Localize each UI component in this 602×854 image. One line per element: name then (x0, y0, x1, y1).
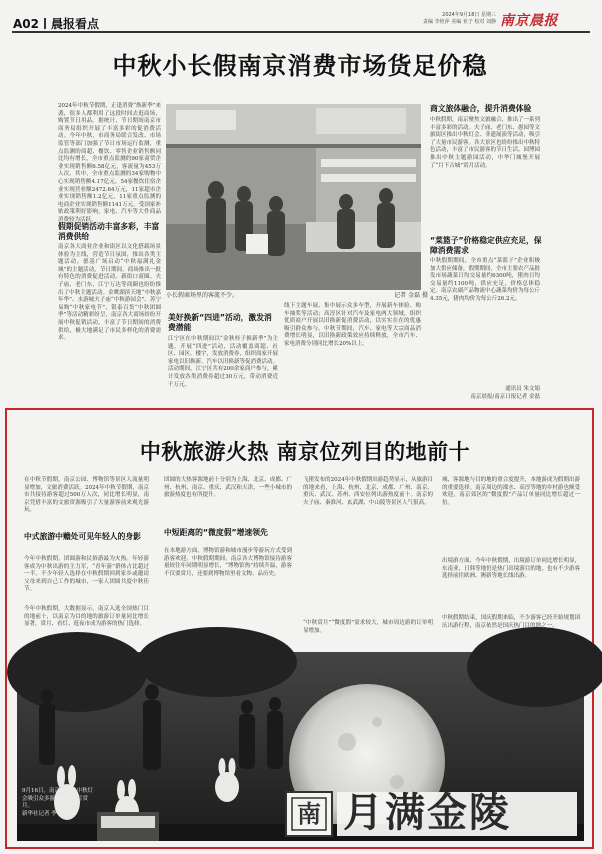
article2-col1-para3: 今年中秋假期，大数据显示，南京入选全国热门目的地前十，以南京为目的地的旅游订单量同比增长显著，赏月、看灯、逛夜市成为游客的热门选择。 (24, 606, 149, 628)
article2-col1-para2: 今年中秋假期，团圆游和民俗游最为火热。年轻游客成为中秋出游的主力军，“青年游”群体占比超过一半。不少年轻人选择在中秋假期回到家乡或邀请父母来到自己工作的城市，一家人团圆共度中秋佳节。 (24, 556, 149, 593)
article2-col1-para1: 在中秋节假期，南京公园、博物馆等景区人流量明显增加，文旅消费活跃。2024年中秋节假期，南京市共接待游客超过500万人次，同比增长明显，南京凭借丰富的文旅资源吸引了大量游客前来观光游玩。 (24, 477, 149, 514)
mall-photo (166, 104, 421, 290)
article1-right-credit: 通讯员 朱文娟 南京晨报/南京日报记者 金磊 (470, 386, 540, 400)
article2-col4-para1: 城，客源地与目的地的重合度提升，本地游成为假期出游的重要选择。南京周边的溧水、高淳等地的乡村游也颇受欢迎，南京郊区的“微度假”产品订单量同比增长超过一倍。 (442, 477, 580, 506)
article1-right-para1: 中秋假期，南京聚焦文旅融合，推出了一系列丰富多彩的活动。夫子庙、老门东、愚园等文旅街区推出中秋灯会、非遗展演等活动，吸引了大量市民游客。各大景区也纷纷推出中秋特色活动，丰富了市民游客的节日生活。园博园推出中秋主题游园活动，中华门城堡开展了“月下古城”赏月活动。 (430, 117, 541, 169)
article1-col1-para2: 南京各大商业企业和街区以文化搭载场景体验为主线，营造节日氛围，推出各类主题活动。德基广场启动“中秋福满礼金城”的主题活动，节日期间，商场推出一批有特色的消费促进活动。新街口商圈、夫子庙、老门东、江宁万达等商圈也纷纷推出了中秋主题活动。金鹰湖滨天地“中秋嘉年华”、水游城夫子庙“中秋游园会”、苏宁易购“中秋家电节”、银泰百货“中秋团圆季”等活动精彩纷呈，南京各大商场纷纷开展中秋促销活动，丰富了节日期间的消费供给，极大地满足了市民多样化的消费需求。 (58, 244, 161, 342)
masthead-logo: 南京晨报 (500, 13, 558, 29)
mall-photo-drawing (166, 104, 421, 290)
article1-col2-subhead: 美好换新“四进”活动，激发消费潜能 (168, 313, 272, 332)
section-name: 晨报看点 (51, 17, 100, 31)
editors-line: 责编 李艳萍 美编 亚子 校对 刘静 (423, 19, 496, 25)
article1-headline: 中秋小长假南京消费市场货足价稳 (112, 52, 488, 80)
lantern-photo-caption-text: 9月16日，南京博物院中秋灯会吸引众多游客前来观灯赏月。 (22, 788, 93, 809)
lantern-photo-credit: 新华社记者 季春鹏 摄 (22, 810, 75, 817)
lantern-banner-seal: 南 (297, 799, 321, 828)
mall-photo-credit: 记者 金磊 摄 (394, 292, 428, 299)
article1-col3-para: 线下主题车展、集中展示众多车型，开展新车体验、购车抽奖等活动；高淳区针对汽车及家电两大领域，组织优质商户开展以旧换新促消费活动，以实实在在的优惠吸引群众参与。中秋节期间，汽车、家电等大宗商品消费增长明显，以旧换新政策效应持续释放，全市汽车、家电消费分别同比增长20%以上。 (284, 303, 421, 347)
article2-col4-para3: 中秋假期结束，国庆假期来临，不少游客已经开始规划国庆出游行程，南京依然是国庆热门目的地之一。 (442, 615, 580, 629)
article2-col2-para2: 在本地游方面，博物馆游和城市漫步等游玩方式受到游客欢迎，中秋假期期间，南京各大博物馆接待游客量较往年同期明显增长，“博物馆热”持续升温，游客不仅要赏月，还要到博物馆里看文物、品历史。 (164, 548, 292, 577)
article1-right-para2: 中秋假期期间，全市重点“菜篮子”企业积极加大供应储备，假期期间，全市主要农产品批发市场蔬菜日均交易量约6300吨，猪肉日均交易量约1100吨，供应充足，价格总体稳定。南京农副产品物流中心蔬菜均价为每公斤4.35元，猪肉均价为每公斤26.2元。 (430, 258, 541, 302)
article2-col3-para1: 飞猪发布的2024年中秋假期出游趋势显示，从旅游目的地来看，上海、杭州、北京、成都、广州、南京、重庆、武汉、苏州、西安位列出游热度前十。南京的夫子庙、秦淮河、玄武湖、中山陵等景区人气很高。 (303, 477, 433, 506)
article2-col2-para1: 团圆的大热客源地前十分别为上海、北京、成都、广州、杭州、南京、重庆、武汉和天津，一些小城市的旅游热度也有所提升。 (164, 477, 292, 499)
article2-headline: 中秋旅游火热 南京位列目的地前十 (139, 440, 471, 464)
article1-right-subhead2: “菜篮子”价格稳定供应充足，保障消费需求 (430, 236, 542, 255)
lantern-festival-photo (17, 652, 584, 841)
date-line: 2024年9月18日 星期三 (442, 12, 496, 18)
article1-col1-subhead: 假期促销活动丰富多彩，丰富消费供给 (58, 222, 160, 241)
lantern-photo-caption (22, 788, 94, 818)
article2-col3-para2: “中秋赏月”“微度假”需求较大，城市周边游的订单明显增加。 (303, 620, 433, 634)
section-code: A02 (13, 17, 39, 31)
header-rule (12, 31, 590, 33)
section-header (13, 15, 99, 32)
article1-col2-para: 江宁区在中秋期间以“金秋桂子换新季”为主题，开展“四进”活动，活动覆盖商超、社区、园区、楼宇，发放消费券，组织商家开展家电以旧换新、汽车以旧换新等促消费活动。活动期间，江宁区共有200余家商户参与，累计发放各类消费券超过30万元，带动消费近千万元。 (168, 336, 279, 388)
lantern-banner-text: 月满金陵 (343, 789, 511, 836)
section-divider (44, 18, 46, 29)
header-meta (386, 12, 496, 26)
article2-col1-subhead: 中式旅游中赡处可见年轻人的身影 (24, 532, 141, 541)
article1-col1-para1: 2024年中秋节假期，正逢消费“焕新季”来袭，很多人都利用了这段时间去逛商场，购置节日用品。据统计，节日期间南京市商务局组织开展了丰富多彩的促消费活动。今年中秋，市商务局联合发改、市场监管等部门加强了节日市场运行监测，重点监测的商超、餐饮、零售企业销售额同比均有增长，全市重点监测的90家商贸企业实现销售额6.58亿元，客流量为453万人次。其中，全市重点监测的34家购物中心实现销售额4.17亿元，54家餐饮住宿企业实现营业额2472.64万元，11家超市企业实现销售额1.2亿元，11家重点监测的电商企业实现销售额1141万元。受国家补贴政策利好影响，家电、汽车等大件商品消费较为活跃。 (58, 103, 161, 223)
mall-photo-caption: 小长假商场里的客流不少。 (166, 292, 239, 299)
article1-right-subhead1: 商文旅体融合，提升消费体验 (430, 104, 532, 113)
article2-col4-para2: 出境游方面，今年中秋假期，出境游订单同比增长明显，东南亚、日韩等地仍是热门出境游目的地，也有不少游客选择前往欧洲、澳新等地长线出游。 (442, 558, 580, 580)
article2-col2-subhead: 中短距离的“微度假”增速领先 (164, 528, 268, 537)
